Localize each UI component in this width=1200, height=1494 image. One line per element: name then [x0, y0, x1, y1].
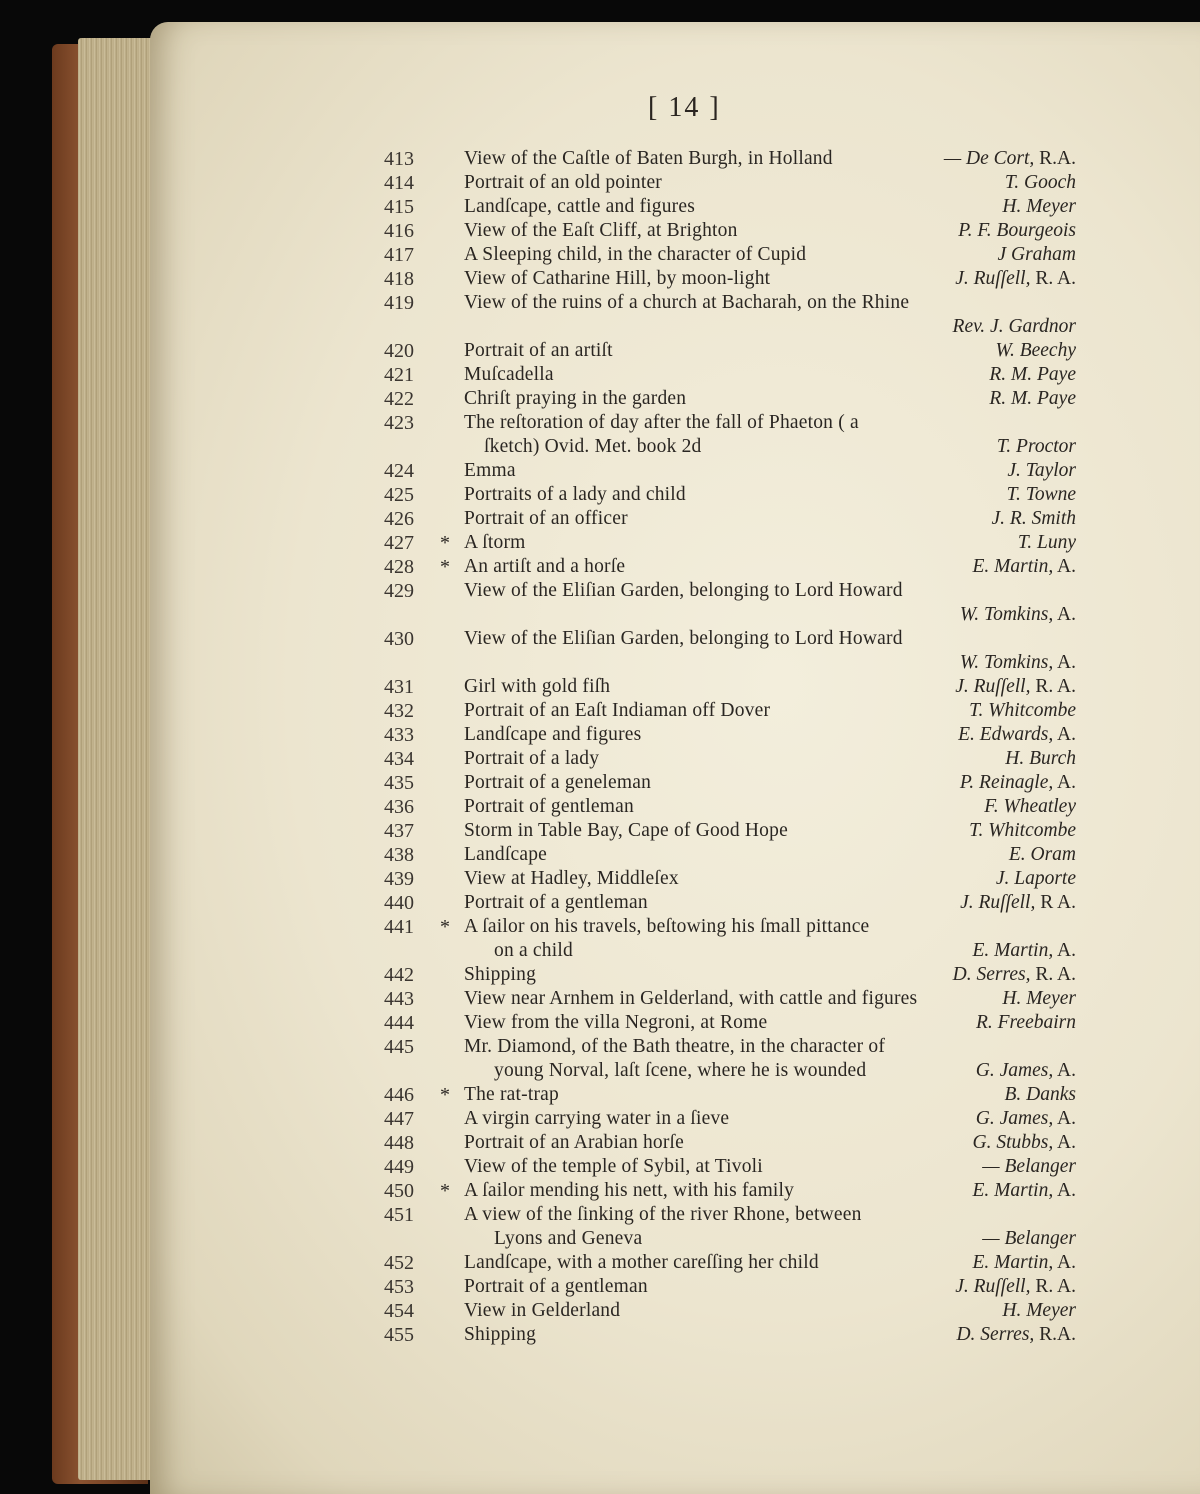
artist-name: T. Luny — [1017, 532, 1076, 553]
catalogue-entry — [0, 1036, 1200, 1062]
catalogue-entry — [0, 484, 1200, 510]
entry-title: View of the Caſtle of Baten Burgh, in Holland — [464, 148, 833, 169]
entry-number: 432 — [384, 700, 414, 722]
entry-title: The reſtoration of day after the fall of Phaeton ( a — [464, 412, 859, 433]
entry-artist — [1007, 460, 1076, 482]
catalogue-entry — [0, 820, 1200, 846]
artist-name: J Graham — [997, 244, 1076, 265]
artist-name: H. Meyer — [1002, 1300, 1076, 1321]
entry-artist — [960, 652, 1076, 674]
catalogue-entry — [0, 868, 1200, 894]
entry-title: Portrait of a gentleman — [464, 892, 648, 913]
entry-artist — [953, 316, 1076, 338]
artist-suffix: A. — [1053, 604, 1076, 625]
artist-name: T. Whitcombe — [969, 820, 1076, 841]
entry-title: Portrait of an Eaſt Indiaman off Dover — [464, 700, 771, 721]
entry-number: 414 — [384, 172, 414, 194]
catalogue-entry — [0, 1180, 1200, 1206]
entry-number: 418 — [384, 268, 414, 290]
entry-title: young Norval, laſt ſcene, where he is wounded — [494, 1060, 867, 1081]
artist-name: T. Towne — [1006, 484, 1076, 505]
catalogue-entry — [0, 916, 1200, 942]
entry-title: Lyons and Geneva — [494, 1228, 643, 1249]
artist-name: P. Reinagle, — [959, 772, 1054, 793]
entry-title: Portrait of an artiſt — [464, 340, 613, 361]
artist-suffix: R.A. — [1034, 1324, 1076, 1345]
entry-artist — [960, 604, 1076, 626]
artist-name: Rev. J. Gardnor — [952, 316, 1076, 337]
entry-title: Portrait of gentleman — [464, 796, 634, 817]
catalogue-entry — [0, 1156, 1200, 1182]
artist-name: H. Burch — [1005, 748, 1076, 769]
entry-number: 445 — [384, 1036, 414, 1058]
entry-number: 415 — [384, 196, 414, 218]
artist-name: H. Meyer — [1002, 988, 1076, 1009]
entry-number: 454 — [384, 1300, 414, 1322]
entry-artist — [958, 724, 1076, 746]
entry-title: View near Arnhem in Gelderland, with cattle and figures — [464, 988, 918, 1009]
entry-title: Landſcape, cattle and figures — [464, 196, 696, 217]
catalogue-entry — [0, 1300, 1200, 1326]
catalogue-entry — [0, 508, 1200, 534]
entry-artist — [1007, 484, 1076, 506]
entry-number: 449 — [384, 1156, 414, 1178]
artist-suffix: A. — [1053, 556, 1076, 577]
entry-number: 453 — [384, 1276, 414, 1298]
catalogue-entry — [0, 1276, 1200, 1302]
entry-title: A Sleeping child, in the character of Cupid — [464, 244, 807, 265]
entry-artist — [956, 1324, 1076, 1346]
entry-title: ſketch) Ovid. Met. book 2d — [484, 436, 702, 457]
artist-name: J. Ruſſell, — [960, 892, 1036, 913]
catalogue-entry — [0, 148, 1200, 174]
catalogue-entry — [0, 1108, 1200, 1134]
entry-title: View of the Eaſt Cliff, at Brighton — [464, 220, 738, 241]
entry-artist — [958, 220, 1076, 242]
entry-number: 455 — [384, 1324, 414, 1346]
artist-name: J. Ruſſell, — [955, 1276, 1031, 1297]
entry-number: 438 — [384, 844, 414, 866]
entry-title: Girl with gold fiſh — [464, 676, 611, 697]
artist-name: R. Freebairn — [975, 1012, 1076, 1033]
entry-title: Portraits of a lady and child — [464, 484, 686, 505]
artist-name: E. Martin, — [972, 1252, 1054, 1273]
catalogue-entry — [0, 1012, 1200, 1038]
catalogue-entry — [0, 964, 1200, 990]
entry-artist — [973, 1252, 1076, 1274]
entry-artist — [955, 676, 1076, 698]
artist-name: W. Tomkins, — [959, 604, 1054, 625]
artist-name: E. Oram — [1008, 844, 1076, 865]
entry-number: 443 — [384, 988, 414, 1010]
artist-name: G. Stubbs, — [972, 1132, 1054, 1153]
catalogue-entry — [0, 988, 1200, 1014]
artist-name: T. Proctor — [996, 436, 1076, 457]
entry-number: 440 — [384, 892, 414, 914]
entry-artist — [969, 820, 1076, 842]
entry-number: 423 — [384, 412, 414, 434]
artist-name: J. Taylor — [1007, 460, 1076, 481]
entry-number: 431 — [384, 676, 414, 698]
entry-number: 434 — [384, 748, 414, 770]
page-header: [ 14 ] — [648, 92, 721, 123]
artist-name: — Belanger — [982, 1228, 1076, 1249]
entry-title: View from the villa Negroni, at Rome — [464, 1012, 768, 1033]
entry-number: 420 — [384, 340, 414, 362]
entry-artist — [973, 940, 1076, 962]
artist-name: P. F. Bourgeois — [958, 220, 1076, 241]
entry-artist — [984, 796, 1076, 818]
artist-name: — Belanger — [982, 1156, 1076, 1177]
entry-title: A ſtorm — [464, 532, 526, 553]
artist-suffix: A. — [1053, 1252, 1076, 1273]
entry-artist — [955, 1276, 1076, 1298]
artist-name: J. Ruſſell, — [955, 676, 1031, 697]
entry-artist — [997, 436, 1076, 458]
entry-asterisk: * — [440, 916, 450, 938]
entry-title: The rat-trap — [464, 1084, 559, 1105]
artist-name: D. Serres, — [952, 964, 1031, 985]
entry-title: Storm in Table Bay, Cape of Good Hope — [464, 820, 788, 841]
entry-number: 425 — [384, 484, 414, 506]
artist-name: F. Wheatley — [984, 796, 1076, 817]
entry-artist — [1005, 172, 1076, 194]
artist-suffix: A. — [1053, 652, 1076, 673]
entry-number: 419 — [384, 292, 414, 314]
entry-title: A ſailor mending his nett, with his family — [464, 1180, 795, 1201]
artist-name: W. Tomkins, — [959, 652, 1054, 673]
catalogue-entry — [0, 532, 1200, 558]
entry-artist — [996, 340, 1077, 362]
catalogue-entry — [0, 316, 1200, 342]
catalogue-entry — [0, 1252, 1200, 1278]
entry-artist — [1002, 196, 1076, 218]
artist-name: J. Laporte — [995, 868, 1076, 889]
catalogue-entry — [0, 700, 1200, 726]
catalogue-entry — [0, 340, 1200, 366]
entry-title: Landſcape — [464, 844, 547, 865]
catalogue-entry — [0, 556, 1200, 582]
entry-title: Emma — [464, 460, 516, 481]
artist-suffix: A. — [1053, 1180, 1076, 1201]
artist-name: E. Martin, — [972, 940, 1054, 961]
entry-title: Landſcape and figures — [464, 724, 642, 745]
entry-artist — [982, 1156, 1076, 1178]
entry-title: Portrait of an old pointer — [464, 172, 662, 193]
catalogue-entry — [0, 1060, 1200, 1086]
artist-name: T. Whitcombe — [969, 700, 1076, 721]
entry-number: 413 — [384, 148, 414, 170]
entry-asterisk: * — [440, 1084, 450, 1106]
catalogue-entry — [0, 772, 1200, 798]
catalogue-entry — [0, 220, 1200, 246]
entry-title: A ſailor on his travels, beſtowing his ſmall pittance — [464, 916, 870, 937]
catalogue-entry — [0, 1204, 1200, 1230]
entry-title: on a child — [494, 940, 573, 961]
entry-title: View of the Eliſian Garden, belonging to Lord Howard — [464, 580, 903, 601]
artist-suffix: A. — [1053, 940, 1076, 961]
entry-title: View at Hadley, Middleſex — [464, 868, 679, 889]
catalogue-entry — [0, 844, 1200, 870]
catalogue-entry — [0, 196, 1200, 222]
entry-number: 427 — [384, 532, 414, 554]
entry-title: View of the Eliſian Garden, belonging to Lord Howard — [464, 628, 903, 649]
artist-suffix: A. — [1053, 1108, 1076, 1129]
catalogue-entry — [0, 364, 1200, 390]
catalogue-entry — [0, 412, 1200, 438]
entry-number: 433 — [384, 724, 414, 746]
entry-number: 435 — [384, 772, 414, 794]
entry-artist — [973, 556, 1076, 578]
entry-number: 421 — [384, 364, 414, 386]
artist-name: R. M. Paye — [989, 364, 1076, 385]
entry-asterisk: * — [440, 532, 450, 554]
catalogue-entry — [0, 388, 1200, 414]
catalogue-entry — [0, 676, 1200, 702]
catalogue-entry — [0, 436, 1200, 462]
entry-artist — [976, 1108, 1076, 1130]
entry-artist — [969, 700, 1076, 722]
entry-title: Shipping — [464, 1324, 537, 1345]
entry-title: View of the ruins of a church at Bacharah, on the Rhine — [464, 292, 910, 313]
entry-number: 442 — [384, 964, 414, 986]
entry-title: An artiſt and a horſe — [464, 556, 626, 577]
entry-title: Chriſt praying in the garden — [464, 388, 687, 409]
catalogue-entry — [0, 580, 1200, 606]
catalogue-entry — [0, 724, 1200, 750]
entry-artist — [1018, 532, 1076, 554]
entry-number: 422 — [384, 388, 414, 410]
entry-artist — [992, 508, 1076, 530]
entry-artist — [1002, 1300, 1076, 1322]
entry-artist — [997, 244, 1076, 266]
catalogue-entry — [0, 172, 1200, 198]
catalogue-entry — [0, 796, 1200, 822]
catalogue-entry — [0, 268, 1200, 294]
catalogue-entry — [0, 292, 1200, 318]
catalogue-entry — [0, 628, 1200, 654]
entry-artist — [960, 772, 1076, 794]
entry-number: 439 — [384, 868, 414, 890]
entry-number: 444 — [384, 1012, 414, 1034]
artist-suffix: R. A. — [1030, 676, 1076, 697]
catalogue-entry — [0, 940, 1200, 966]
entry-artist — [982, 1228, 1076, 1250]
artist-suffix: R. A. — [1030, 1276, 1076, 1297]
artist-suffix: R. A. — [1030, 964, 1076, 985]
catalogue-entry — [0, 748, 1200, 774]
artist-suffix: A. — [1053, 1060, 1076, 1081]
entry-number: 441 — [384, 916, 414, 938]
catalogue-entry — [0, 1228, 1200, 1254]
artist-name: H. Meyer — [1002, 196, 1076, 217]
artist-name: E. Edwards, — [958, 724, 1054, 745]
entry-artist — [996, 868, 1076, 890]
entry-title: Portrait of an Arabian horſe — [464, 1132, 685, 1153]
entry-number: 450 — [384, 1180, 414, 1202]
entry-asterisk: * — [440, 1180, 450, 1202]
entry-title: A view of the ſinking of the river Rhone, between — [464, 1204, 862, 1225]
entry-artist — [1002, 988, 1076, 1010]
entry-title: Portrait of a gentleman — [464, 1276, 648, 1297]
entry-artist — [989, 364, 1076, 386]
catalogue-entry — [0, 1084, 1200, 1110]
entry-number: 416 — [384, 220, 414, 242]
artist-suffix: R A. — [1035, 892, 1076, 913]
entry-artist — [973, 1132, 1076, 1154]
entry-title: View in Gelderland — [464, 1300, 621, 1321]
artist-name: G. James, — [975, 1060, 1054, 1081]
artist-name: T. Gooch — [1004, 172, 1076, 193]
entry-title: View of Catharine Hill, by moon-light — [464, 268, 771, 289]
entry-artist — [1005, 748, 1076, 770]
entry-number: 452 — [384, 1252, 414, 1274]
artist-suffix: A. — [1053, 772, 1076, 793]
catalogue-entry — [0, 460, 1200, 486]
entry-asterisk: * — [440, 556, 450, 578]
entry-title: Landſcape, with a mother careſſing her child — [464, 1252, 819, 1273]
artist-suffix: A. — [1053, 724, 1076, 745]
entry-number: 428 — [384, 556, 414, 578]
entry-title: Portrait of a lady — [464, 748, 600, 769]
artist-suffix: R. A. — [1030, 268, 1076, 289]
artist-name: E. Martin, — [972, 556, 1054, 577]
entry-artist — [1009, 844, 1076, 866]
entry-title: Mr. Diamond, of the Bath theatre, in the character of — [464, 1036, 886, 1057]
entry-title: Shipping — [464, 964, 537, 985]
entry-title: Muſcadella — [464, 364, 554, 385]
catalogue-entry — [0, 604, 1200, 630]
entry-number: 447 — [384, 1108, 414, 1130]
artist-name: W. Beechy — [995, 340, 1076, 361]
entry-number: 417 — [384, 244, 414, 266]
entry-number: 430 — [384, 628, 414, 650]
artist-name: E. Martin, — [972, 1180, 1054, 1201]
entry-title: View of the temple of Sybil, at Tivoli — [464, 1156, 763, 1177]
entry-artist — [960, 892, 1076, 914]
entry-number: 451 — [384, 1204, 414, 1226]
entry-title: Portrait of an officer — [464, 508, 628, 529]
entry-number: 426 — [384, 508, 414, 530]
artist-suffix: R.A. — [1034, 148, 1076, 169]
entry-artist — [976, 1060, 1076, 1082]
entry-number: 448 — [384, 1132, 414, 1154]
artist-name: — De Cort, — [943, 148, 1035, 169]
entry-artist — [989, 388, 1076, 410]
entry-artist — [973, 1180, 1076, 1202]
artist-name: R. M. Paye — [989, 388, 1076, 409]
entry-artist — [1005, 1084, 1077, 1106]
artist-name: G. James, — [975, 1108, 1054, 1129]
entry-number: 436 — [384, 796, 414, 818]
artist-name: J. R. Smith — [991, 508, 1076, 529]
entry-artist — [953, 964, 1076, 986]
catalogue-entry — [0, 892, 1200, 918]
catalogue-entry — [0, 1324, 1200, 1350]
entry-artist — [944, 148, 1076, 170]
entry-artist — [955, 268, 1076, 290]
entry-number: 446 — [384, 1084, 414, 1106]
artist-name: D. Serres, — [956, 1324, 1035, 1345]
entry-number: 437 — [384, 820, 414, 842]
artist-suffix: A. — [1053, 1132, 1076, 1153]
artist-name: B. Danks — [1004, 1084, 1076, 1105]
entry-number: 429 — [384, 580, 414, 602]
catalogue-entry — [0, 1132, 1200, 1158]
entry-title: Portrait of a geneleman — [464, 772, 652, 793]
catalogue-entry — [0, 244, 1200, 270]
entry-number: 424 — [384, 460, 414, 482]
entry-title: A virgin carrying water in a ſieve — [464, 1108, 730, 1129]
catalogue-entry — [0, 652, 1200, 678]
artist-name: J. Ruſſell, — [955, 268, 1031, 289]
entry-artist — [976, 1012, 1076, 1034]
